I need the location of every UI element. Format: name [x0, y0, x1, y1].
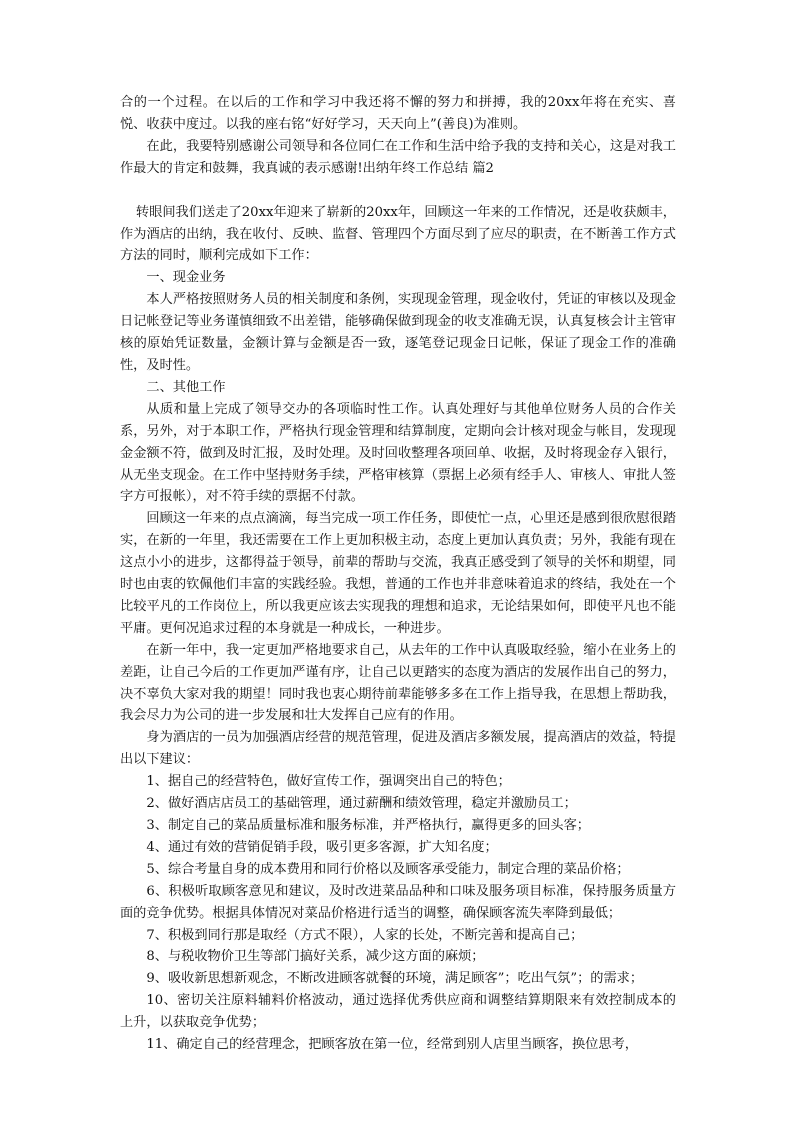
paragraph-thanks: 在此，我要特别感谢公司领导和各位同仁在工作和生活中给予我的支持和关心，这是对我工作最大的肯定和鼓舞，我真诚的表示感谢!出纳年终工作总结 篇2 — [120, 138, 676, 176]
paragraph-review-opening: 转眼间我们送走了20xx年迎来了崭新的20xx年，回顾这一年来的工作情况，还是收获颇丰，作为酒店的出纳，我在收付、反映、监督、管理四个方面尽到了应尽的职责，在不断善工作方式方法的同时，顺利完成如下工作： — [120, 204, 676, 264]
heading-other-work: 二、其他工作 — [146, 379, 226, 395]
list-item: 6、积极听取顾客意见和建议，及时改进菜品品种和口味及服务项目标准，保持服务质量方面的竞争优势。根据具体情况对菜品价格进行适当的调整，确保顾客流失率降到最低； — [120, 883, 676, 921]
list-item: 8、与税收物价卫生等部门搞好关系，减少这方面的麻烦； — [146, 949, 485, 965]
document-page — [120, 92, 676, 1056]
list-item: 5、综合考量自身的成本费用和同行价格以及顾客承受能力，制定合理的菜品价格； — [146, 861, 630, 877]
paragraph-other-work: 从质和量上完成了领导交办的各项临时性工作。认真处理好与其他单位财务人员的合作关系，另外，对于本职工作，严格执行现金管理和结算制度，定期向会计核对现金与帐目，发现现金金额不符，做到及时汇报，及时处理。及时回收整理各项回单、收据，及时将现金存入银行，从无坐支现金。在工作中坚持财务手续，严格审核算（票据上必须有经手人、审核人、审批人签字方可报帐），对不符手续的票据不付款。 — [120, 401, 676, 505]
list-item: 2、做好酒店店员工的基础管理，通过薪酬和绩效管理，稳定并激励员工； — [146, 796, 577, 812]
list-item: 11、确定自己的经营理念，把顾客放在第一位，经常到别人店里当顾客，换位思考， — [146, 1037, 638, 1053]
list-item: 1、据自己的经营特色，做好宣传工作，强调突出自己的特色； — [146, 774, 511, 790]
list-item: 4、通过有效的营销促销手段，吸引更多客源，扩大知名度； — [146, 839, 498, 855]
paragraph-suggestions-intro: 身为酒店的一员为加强酒店经营的规范管理，促进及酒店多额发展，提高酒店的效益，特提出以下建议： — [120, 730, 676, 768]
list-item: 3、制定自己的菜品质量标准和服务标准，并严格执行，赢得更多的回头客； — [146, 818, 590, 833]
paragraph-new-year: 在新一年中，我一定更加严格地要求自己，从去年的工作中认真吸取经验，缩小在业务上的差距，让自己今后的工作更加严谨有序，让自己以更踏实的态度为酒店的发展作出自己的努力，决不辜负大家对我的期望！同时我也衷心期待前辈能够多多在工作上指导我，在思想上帮助我，我会尽力为公司的进一步发展和壮大发挥自己应有的作用。 — [120, 642, 676, 724]
heading-cash-business: 一、现金业务 — [146, 270, 226, 286]
paragraph-cash-business: 本人严格按照财务人员的相关制度和条例，实现现金管理，现金收付，凭证的审核以及现金日记帐登记等业务谨慎细致不出差错，能够确保做到现金的收支准确无误，认真复核会计主管审核的原始凭证数量，金额计算与金额是否一致，逐笔登记现金日记帐，保证了现金工作的准确性，及时性。 — [120, 292, 676, 373]
list-item: 7、积极到同行那是取经（方式不限），人家的长处，不断完善和提高自己； — [146, 927, 584, 943]
list-item: 10、密切关注原料辅料价格波动，通过选择优秀供应商和调整结算期限来有效控制成本的上升，以获取竞争优势； — [120, 993, 676, 1031]
list-item: 9、吸收新思想新观念，不断改进顾客就餐的环境，满足顾客”；吃出气氛”；的需求； — [146, 971, 644, 987]
paragraph-reflection: 回顾这一年来的点点滴滴，每当完成一项工作任务，即使忙一点，心里还是感到很欣慰很踏实，在新的一年里，我还需要在工作上更加积极主动，态度上更加认真负责；另外，我能有现在这点小小的进步，这都得益于领导，前辈的帮助与交流，我真正感受到了领导的关怀和期望，同时也由衷的钦佩他们丰富的实践经验。我想，普通的工作也并非意味着追求的终结，我处在一个比较平凡的工作岗位上，所以我更应该去实现我的理想和追求，无论结果如何，即使平凡也不能平庸。更何况追求过程的本身就是一种成长，一种进步。 — [120, 511, 676, 636]
paragraph-intro-continued: 合的一个过程。在以后的工作和学习中我还将不懈的努力和拼搏，我的20xx年将在充实、喜悦、收获中度过。以我的座右铭“好好学习，天天向上”(善良)为准则。 — [120, 95, 676, 132]
